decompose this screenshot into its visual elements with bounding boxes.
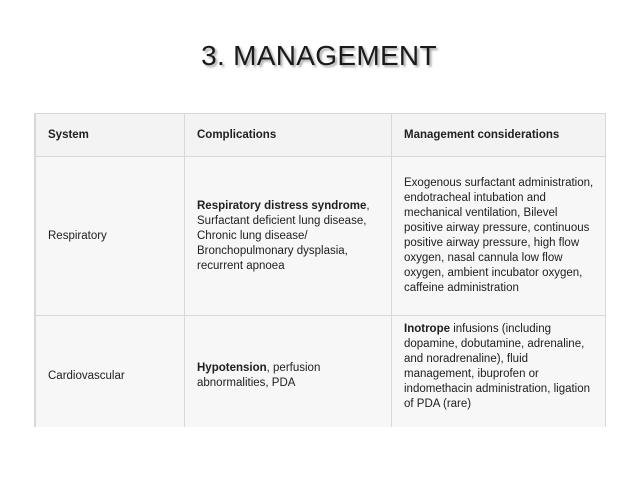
table-header-row [36, 114, 606, 157]
cell-system: Respiratory [36, 157, 185, 316]
cell-management [392, 157, 606, 316]
cell-management [392, 316, 606, 428]
management-text: infusions (including dopamine, dobutamine, adrenaline, and noradrenaline), fluid management, ibuprofen or indomethacin administration, ligation of PDA (rare) [404, 323, 591, 410]
cell-complications [185, 316, 392, 428]
header-system: System [36, 114, 185, 157]
table-row-cardiovascular [36, 316, 606, 428]
complication-highlight: Hypotension [197, 362, 267, 374]
management-table [35, 113, 606, 427]
management-highlight: Inotrope [404, 323, 450, 335]
slide-title: 3. MANAGEMENT [201, 40, 437, 71]
complication-text: , perfusion abnormalities, PDA [197, 362, 321, 389]
management-table-container [34, 113, 606, 427]
table-row-respiratory [36, 157, 606, 316]
cell-complications [185, 157, 392, 316]
complication-text: , Surfactant deficient lung disease, Chronic lung disease/ Bronchopulmonary dysplasia, recurrent apnoea [197, 199, 370, 272]
complication-highlight: Respiratory distress syndrome [197, 199, 367, 212]
header-management: Management considerations [392, 114, 606, 157]
header-complications: Complications [185, 114, 392, 157]
management-text: Exogenous surfactant administration, endotracheal intubation and mechanical ventilation, Bilevel positive airway pressure, continuous positive airway pressure, high flow oxygen, nasal cannula low flow oxygen, ambient incubator oxygen, caffeine administration [404, 177, 594, 294]
cell-system: Cardiovascular [36, 316, 185, 428]
